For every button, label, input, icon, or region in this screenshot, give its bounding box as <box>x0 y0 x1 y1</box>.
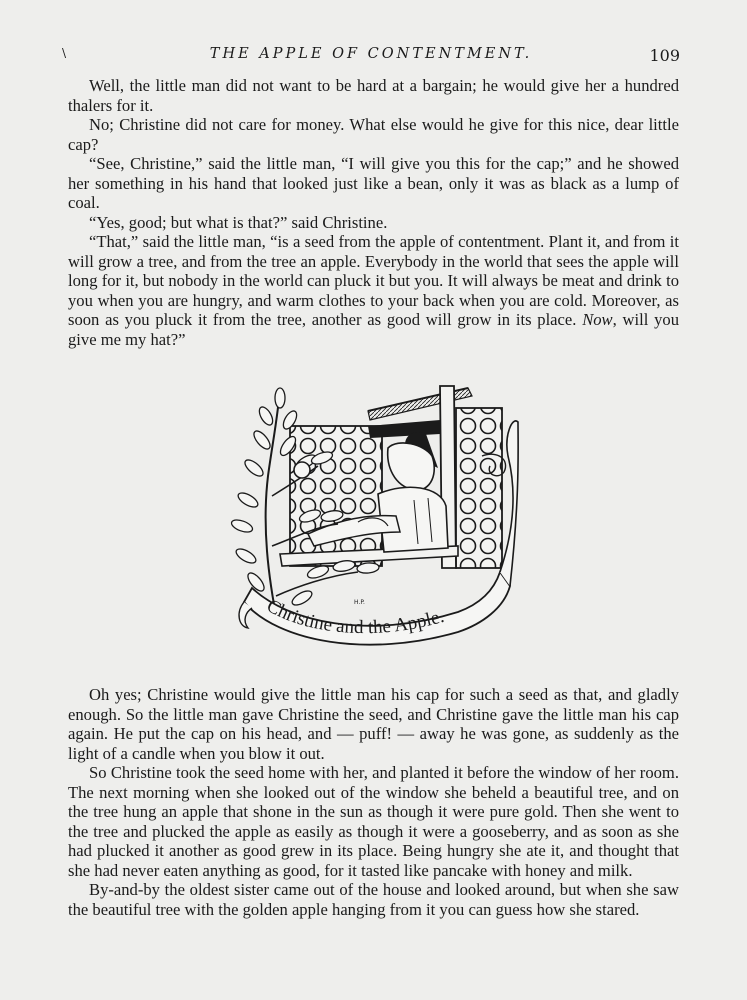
page-number: 109 <box>649 46 680 65</box>
paragraph: So Christine took the seed home with her, and planted it before the window of her room. The next morning when she looked out of the window she beheld a beautiful tree, and on the tree hung an apple that shone in the sun as though it were pure gold. Then she went to the tree and plucked the apple as easily as though it were a gooseberry, and as soon as she had plucked it another as good grew in its place. Being hungry she ate it, and thought that she had never eaten anything as good, for it tasted like pancake with honey and milk. <box>68 763 679 880</box>
paragraph: “Yes, good; but what is that?” said Christine. <box>89 212 388 232</box>
paragraph: “See, Christine,” said the little man, “I will give you this for the cap;” and he showed her something in his hand that looked just like a bean, only it was as black as a lump of coal. <box>68 154 679 212</box>
caption-text: Christine and the Apple. <box>263 595 447 639</box>
running-title: THE APPLE OF CONTENTMENT. <box>209 46 533 62</box>
paragraph: Oh yes; Christine would give the little man his cap for such a seed as that, and gladly enough. So the little man gave Christine the seed, and Christine gave the little man his cap again. He put the cap on his head, and — puff! — away he was gone, as suddenly as the light of a candle when you blow it out. <box>68 685 679 763</box>
margin-mark: \ <box>62 46 67 60</box>
lattice-window-left <box>290 426 382 566</box>
lattice-window-right <box>456 408 502 568</box>
paragraph: Well, the little man did not want to be hard at a bargain; he would give her a hundred thalers for it. <box>68 76 679 115</box>
paragraph-seed-explanation <box>68 232 679 349</box>
page-header <box>62 46 680 68</box>
paragraph-text: “That,” said the little man, “is a seed from the apple of contentment. Plant it, and from it will grow a tree, and from the tree an apple. Everybody in the world that sees the apple will long for it, but nobody in the world can pluck it but you. It will always be meat and drink to you when you are hungry, and warm clothes to your back when you are cold. Moreover, as soon as you pluck it from the tree, another as good will grow in its place. <box>68 232 679 329</box>
paragraph: No; Christine did not care for money. What else would he give for this nice, dear little cap? <box>68 115 679 154</box>
artist-initials: H.P. <box>354 599 365 606</box>
illustration <box>218 376 522 648</box>
text-block-bottom <box>68 685 679 919</box>
text-block-top <box>68 76 679 349</box>
paragraph-text: , will you give me my hat?” <box>68 310 679 349</box>
golden-apple <box>294 462 310 478</box>
illustration-drawing <box>218 376 522 648</box>
italic-word: Now <box>582 310 613 329</box>
paragraph: By-and-by the oldest sister came out of the house and looked around, but when she saw the beautiful tree with the golden apple hanging from it you can guess how she stared. <box>68 880 679 919</box>
